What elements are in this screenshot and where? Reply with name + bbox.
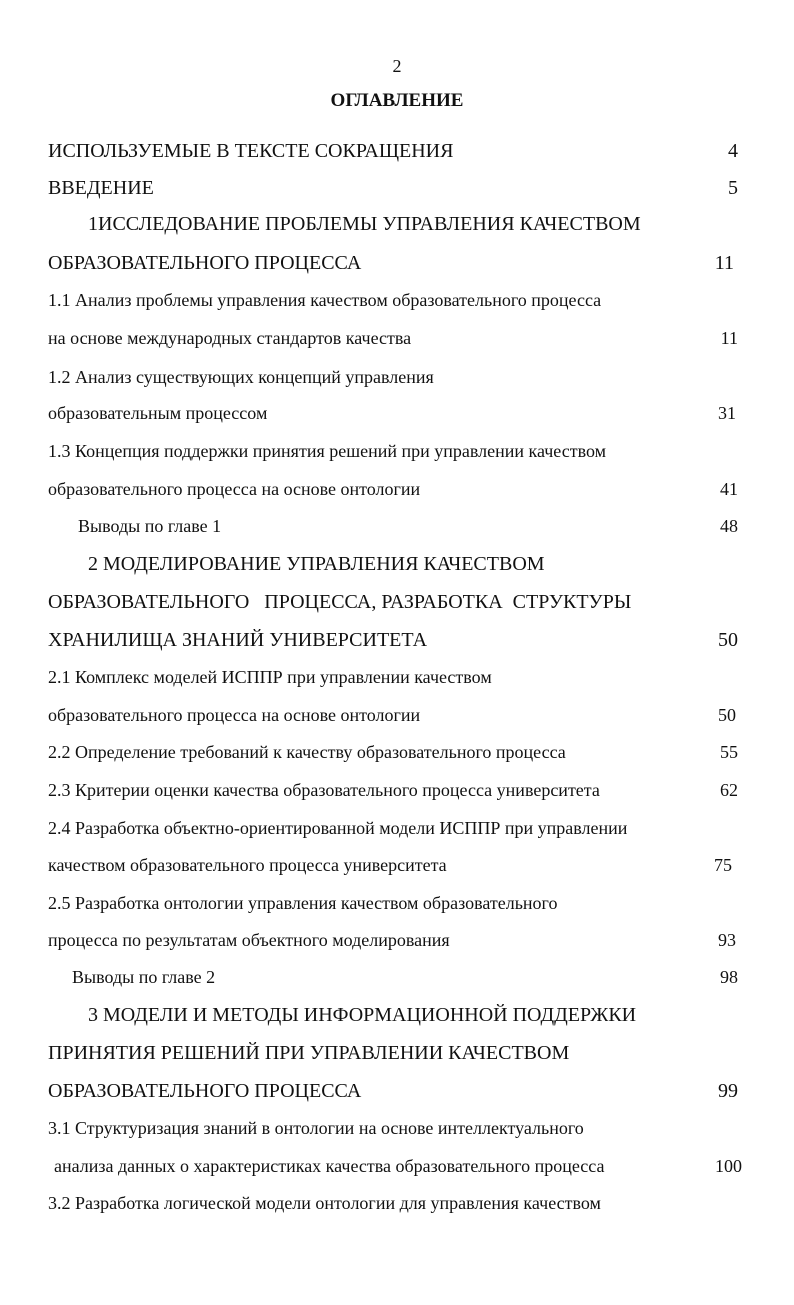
- toc-page-number: 62: [720, 780, 738, 800]
- page-title: ОГЛАВЛЕНИЕ: [330, 90, 464, 111]
- toc-section-2-3: 2.3 Критерии оценки качества образовательного процесса университета: [48, 780, 600, 800]
- toc-section-1-3: 1.3 Концепция поддержки принятия решений при управлении качеством: [48, 441, 606, 461]
- toc-page-number: 75: [714, 855, 732, 875]
- toc-chapter-2-heading-cont: ХРАНИЛИЩА ЗНАНИЙ УНИВЕРСИТЕТА: [48, 629, 428, 651]
- toc-chapter-3-heading-cont: ОБРАЗОВАТЕЛЬНОГО ПРОЦЕССА: [48, 1080, 362, 1102]
- toc-page-number: 11: [714, 252, 734, 274]
- toc-page-number: 93: [718, 930, 736, 950]
- toc-section-2-4-cont: качеством образовательного процесса университета: [48, 855, 447, 875]
- toc-section-3-1-cont: анализа данных о характеристиках качества образовательного процесса: [54, 1156, 605, 1176]
- toc-page-number: 100: [715, 1156, 742, 1176]
- toc-section-2-5: 2.5 Разработка онтологии управления качеством образовательного: [48, 893, 558, 913]
- toc-chapter-2-heading: 2 МОДЕЛИРОВАНИЕ УПРАВЛЕНИЯ КАЧЕСТВОМ: [88, 553, 545, 575]
- toc-page-number: 99: [718, 1080, 738, 1102]
- page-number: 2: [392, 56, 402, 76]
- toc-section-2-1-cont: образовательного процесса на основе онтологии: [48, 705, 421, 725]
- toc-page-number: 50: [718, 705, 736, 725]
- toc-chapter-1-conclusions: Выводы по главе 1: [78, 516, 222, 536]
- toc-section-2-4: 2.4 Разработка объектно-ориентированной модели ИСППР при управлении: [48, 818, 628, 838]
- toc-chapter-1-heading-cont: ОБРАЗОВАТЕЛЬНОГО ПРОЦЕССА: [48, 252, 362, 274]
- toc-page-number: 50: [718, 629, 738, 651]
- toc-section-2-5-cont: процесса по результатам объектного моделирования: [48, 930, 450, 950]
- toc-section-1-1-cont: на основе международных стандартов качества: [48, 328, 412, 348]
- toc-chapter-2-conclusions: Выводы по главе 2: [72, 967, 216, 987]
- toc-section-2-1: 2.1 Комплекс моделей ИСППР при управлении качеством: [48, 667, 492, 687]
- toc-section-1-2: 1.2 Анализ существующих концепций управления: [48, 367, 434, 387]
- toc-chapter-1-heading: 1ИССЛЕДОВАНИЕ ПРОБЛЕМЫ УПРАВЛЕНИЯ КАЧЕСТВОМ: [88, 213, 641, 235]
- toc-section-2-2: 2.2 Определение требований к качеству образовательного процесса: [48, 742, 566, 762]
- toc-page-number: 5: [728, 177, 738, 199]
- toc-chapter-3-heading: 3 МОДЕЛИ И МЕТОДЫ ИНФОРМАЦИОННОЙ ПОДДЕРЖКИ: [88, 1004, 637, 1026]
- toc-section-1-3-cont: образовательного процесса на основе онтологии: [48, 479, 421, 499]
- toc-page-number: 55: [720, 742, 738, 762]
- toc-page-number: 11: [720, 328, 738, 348]
- toc-page-number: 41: [720, 479, 738, 499]
- toc-page-number: 4: [728, 140, 738, 162]
- toc-section-1-2-cont: образовательным процессом: [48, 403, 268, 423]
- toc-section-3-1: 3.1 Структуризация знаний в онтологии на основе интеллектуального: [48, 1118, 584, 1138]
- toc-entry-abbreviations: ИСПОЛЬЗУЕМЫЕ В ТЕКСТЕ СОКРАЩЕНИЯ: [48, 140, 454, 162]
- toc-page-number: 31: [718, 403, 736, 423]
- toc-section-1-1: 1.1 Анализ проблемы управления качеством образовательного процесса: [48, 290, 602, 310]
- toc-entry-introduction: ВВЕДЕНИЕ: [48, 177, 154, 199]
- toc-page-number: 48: [720, 516, 738, 536]
- toc-section-3-2: 3.2 Разработка логической модели онтологии для управления качеством: [48, 1193, 601, 1213]
- toc-chapter-2-heading-cont: ОБРАЗОВАТЕЛЬНОГО ПРОЦЕССА, РАЗРАБОТКА СТРУКТУРЫ: [48, 591, 632, 613]
- toc-chapter-3-heading-cont: ПРИНЯТИЯ РЕШЕНИЙ ПРИ УПРАВЛЕНИИ КАЧЕСТВОМ: [48, 1042, 570, 1064]
- toc-page-number: 98: [720, 967, 738, 987]
